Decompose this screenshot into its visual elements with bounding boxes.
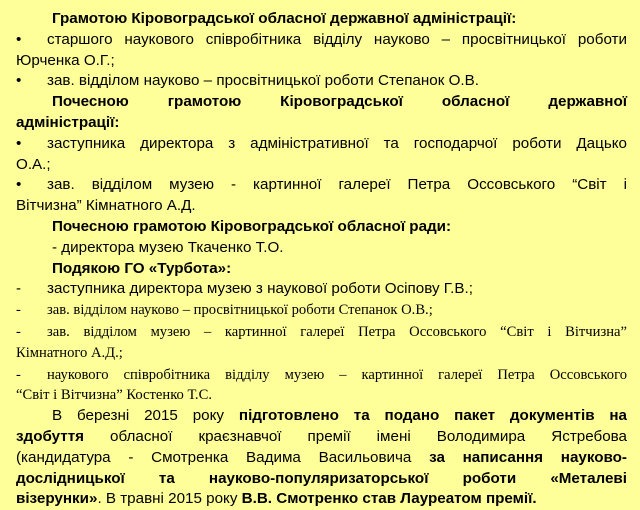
dash-marker: - — [16, 280, 22, 298]
list-item — [16, 365, 627, 386]
paragraph-line — [16, 448, 627, 469]
paragraph-bold-text: візерунки» — [16, 490, 98, 508]
dash-marker: - — [16, 366, 21, 383]
paragraph-bold-text: за написання науково- — [429, 448, 627, 466]
list-item-text: заступника директора музею з наукової роботи Осіпову Г.В.; — [47, 280, 473, 298]
paragraph-text: . В травні 2015 року — [97, 490, 242, 508]
paragraph-line — [16, 427, 627, 448]
list-item-continuation: Юрченка О.Г.; — [16, 51, 115, 69]
paragraph-text: В березні 2015 року — [52, 407, 239, 425]
list-item-text: зав. відділом музею - картинної галереї Петра Оссовського “Світ і — [47, 176, 627, 194]
list-item — [16, 300, 627, 321]
heading-continuation: адміністрації: — [16, 113, 120, 131]
bullet-marker: • — [16, 72, 22, 90]
paragraph-line — [16, 489, 627, 510]
list-item — [16, 30, 627, 51]
list-item — [16, 71, 627, 92]
dash-marker: - — [16, 323, 21, 340]
list-item-continuation: О.А.; — [16, 155, 51, 173]
list-item-text: старшого наукового співробітника відділу науково – просвітницької роботи — [47, 30, 627, 48]
bullet-marker: • — [16, 134, 22, 152]
list-item-continuation: “Світ і Вітчизна” Костенко Т.С. — [16, 387, 212, 404]
list-item-continuation: Вітчизна” Кімнатного А.Д. — [16, 197, 196, 215]
paragraph-bold-text: здобуття — [16, 427, 85, 445]
list-item-text: зав. відділом музею – картинної галереї Петра Оссовського “Світ і Вітчизна” — [47, 323, 627, 340]
list-item — [16, 175, 627, 196]
heading-honorary-certificate-administration: Почесною грамотою Кіровоградської обласної державної — [52, 93, 627, 111]
paragraph-text: обласної краєзнавчої премії імені Володимира Ястребова — [110, 427, 627, 445]
list-item-text: зав. відділом науково – просвітницької роботи Степанок О.В.; — [47, 302, 433, 319]
list-item: - директора музею Ткаченко Т.О. — [52, 238, 284, 256]
list-item-continuation: Кімнатного А.Д.; — [16, 344, 123, 361]
paragraph-bold-text: підготовлено та подано пакет документів на — [238, 407, 628, 425]
paragraph-bold-text: В.В. Смотренко став Лауреатом премії. — [241, 490, 537, 508]
heading-gratitude-turbota: Подякою ГО «Турбота»: — [52, 259, 232, 277]
bullet-marker: • — [16, 30, 22, 48]
bullet-marker: • — [16, 176, 22, 194]
heading-honorary-certificate-council: Почесною грамотою Кіровоградської обласної ради: — [52, 217, 452, 235]
paragraph-bold-text: дослідницької та науково-популяризаторської роботи «Металеві — [16, 469, 627, 487]
paragraph-line — [16, 469, 627, 490]
list-item-text: зав. відділом науково – просвітницької роботи Степанок О.В. — [47, 72, 479, 90]
paragraph-text: (кандидатура - Смотренка Вадима Васильовича — [16, 448, 430, 466]
list-item — [16, 279, 627, 300]
heading-regional-administration-certificate: Грамотою Кіровоградської обласної державної адміністрації: — [52, 10, 517, 27]
list-item-text: заступника директора з адміністративної та господарчої роботи Дацько — [47, 134, 627, 152]
list-item-text: наукового співробітника відділу музею – картинної галереї Петра Оссовського — [47, 366, 627, 383]
dash-marker: - — [16, 302, 21, 319]
list-item — [16, 322, 627, 343]
list-item — [16, 134, 627, 155]
paragraph-line — [16, 406, 627, 427]
